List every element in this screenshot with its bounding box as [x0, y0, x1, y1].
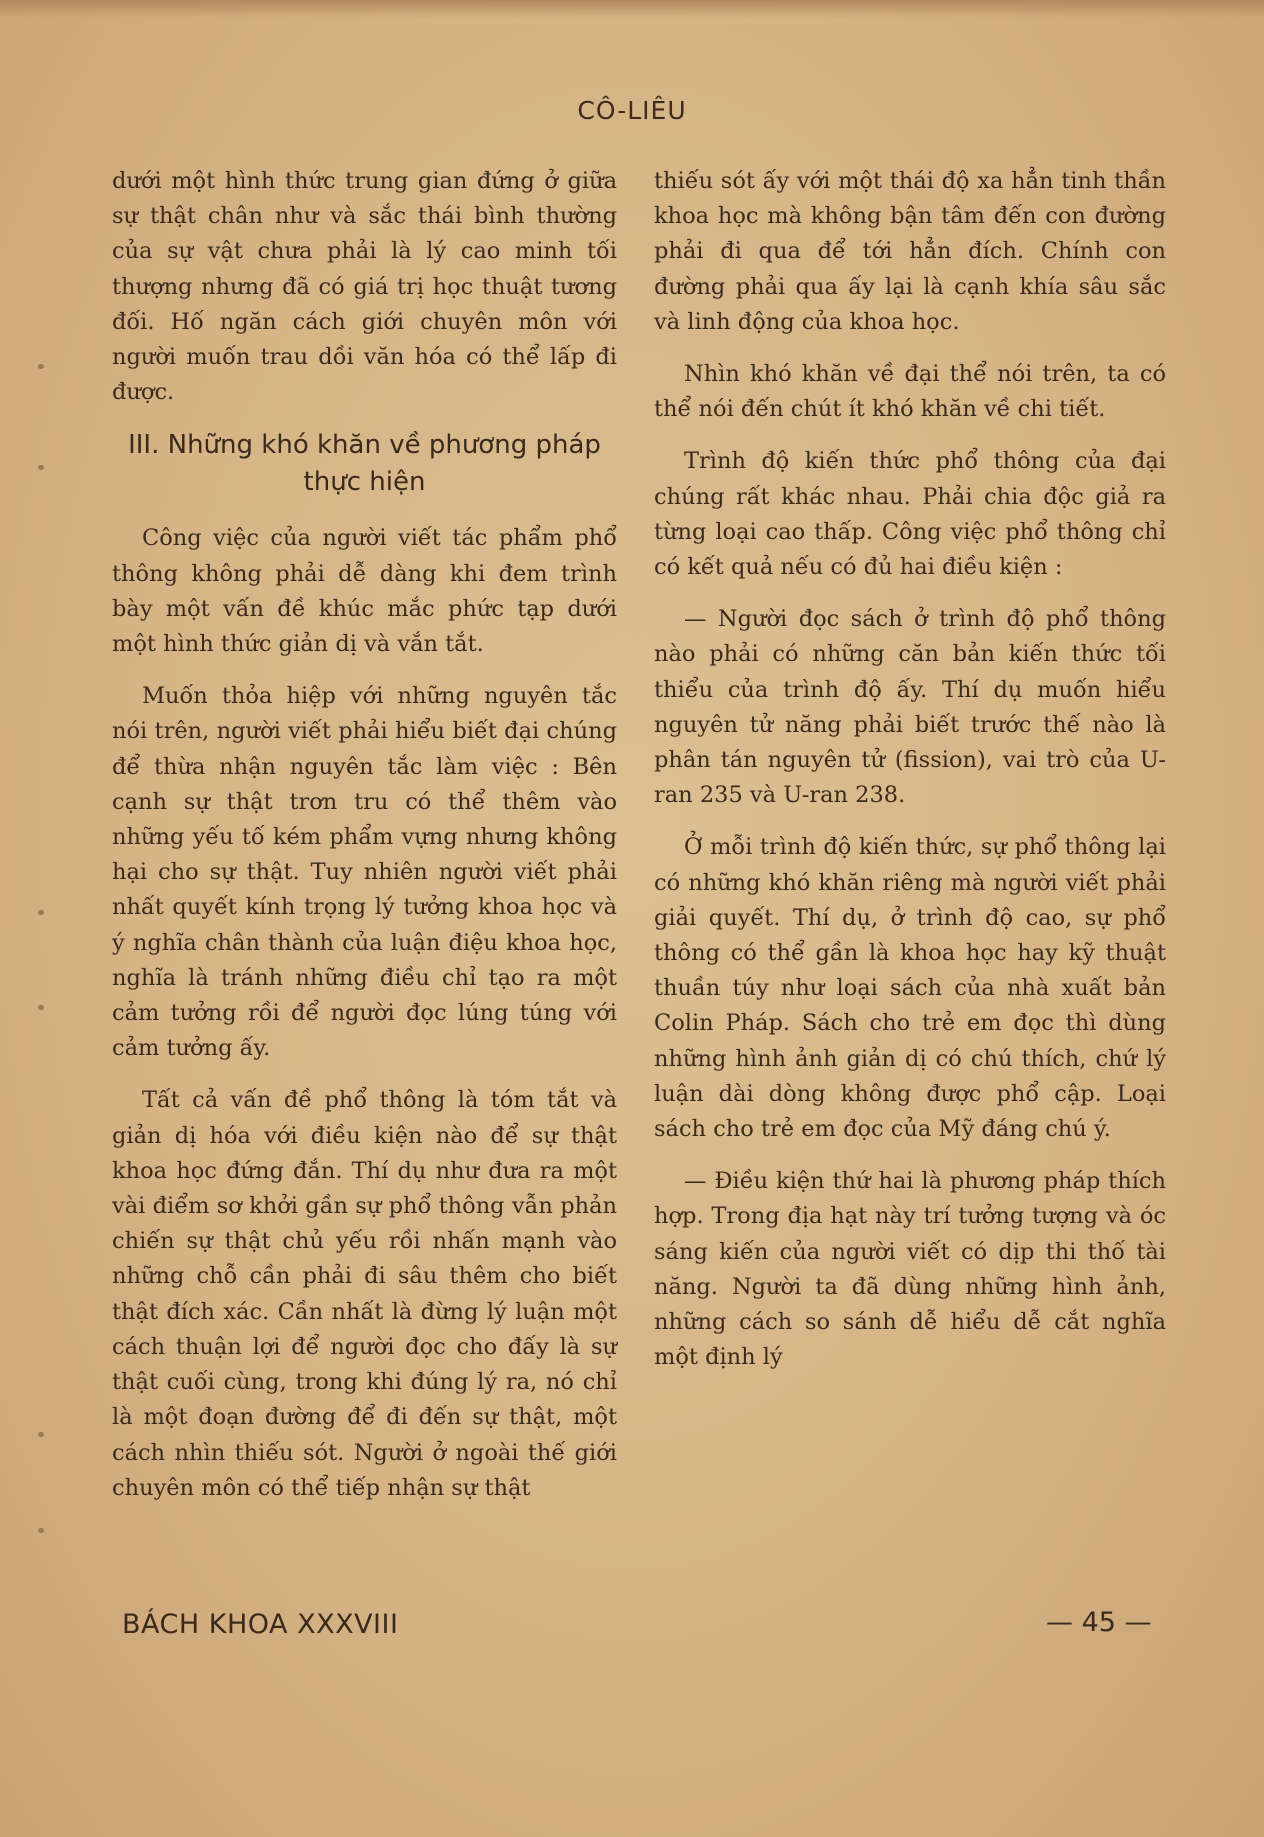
binding-hole-mark — [38, 1432, 44, 1437]
paragraph: Tất cả vấn đề phổ thông là tóm tắt và giản dị hóa với điều kiện nào để sự thật khoa học đứng đắn. Thí dụ như đưa ra một vài điểm sơ khởi gần sự phổ thông vẫn phản chiến sự thật chủ yếu rồi nhấn mạnh vào những chỗ cần phải đi sâu thêm cho biết thật đích xác. Cần nhất là đừng lý luận một cách thuận lợi để người đọc cho đấy là sự thật cuối cùng, trong khi đúng lý ra, nó chỉ là một đoạn đường để đi đến sự thật, một cách nhìn thiếu sót. Người ở ngoài thế giới chuyên môn có thể tiếp nhận sự thật — [112, 1087, 617, 1501]
paragraph: thiếu sót ấy với một thái độ xa hẳn tinh thần khoa học mà không bận tâm đến con đường phải đi qua để tới hẳn đích. Chính con đường phải qua ấy lại là cạnh khía sâu sắc và linh động của khoa học. — [654, 168, 1166, 335]
binding-hole-mark — [38, 910, 44, 915]
paragraph: Trình độ kiến thức phổ thông của đại chúng rất khác nhau. Phải chia độc giả ra từng loại cao thấp. Công việc phổ thông chỉ có kết quả nếu có đủ hai điều kiện : — [654, 448, 1166, 581]
section-heading: III. Những khó khăn về phương pháp thực hiện — [128, 430, 601, 498]
binding-hole-mark — [38, 364, 44, 369]
paragraph: — Điều kiện thứ hai là phương pháp thích hợp. Trong địa hạt này trí tưởng tượng và óc sáng kiến của người viết có dịp thi thố tài năng. Người ta đã dùng những hình ảnh, những cách so sánh dễ hiểu dễ cắt nghĩa một định lý — [654, 1168, 1166, 1371]
binding-hole-mark — [38, 465, 44, 470]
binding-hole-mark — [38, 1005, 44, 1010]
paragraph: Ở mỗi trình độ kiến thức, sự phổ thông lại có những khó khăn riêng mà người viết phải giải quyết. Thí dụ, ở trình độ cao, sự phổ thông có thể gần là khoa học hay kỹ thuật thuần túy như loại sách của nhà xuất bản Colin Pháp. Sách cho trẻ em đọc thì dùng những hình ảnh giản dị có chú thích, chứ lý luận dài dòng không được phổ cập. Loại sách cho trẻ em đọc của Mỹ đáng chú ý. — [654, 834, 1166, 1143]
publication-name: BÁCH KHOA XXXVIII — [122, 1609, 399, 1640]
running-header: CÔ-LIÊU — [577, 96, 687, 125]
page-number: — 45 — — [1046, 1607, 1152, 1638]
paragraph: Muốn thỏa hiệp với những nguyên tắc nói trên, người viết phải hiểu biết đại chúng để thừa nhận nguyên tắc làm việc : Bên cạnh sự thật trơn tru có thể thêm vào những yếu tố kém phẩm vựng nhưng không hại cho sự thật. Tuy nhiên người viết phải nhất quyết kính trọng lý tưởng khoa học và ý nghĩa chân thành của luận điệu khoa học, nghĩa là tránh những điều chỉ tạo ra một cảm tưởng rồi để người đọc lúng túng với cảm tưởng ấy. — [112, 683, 617, 1062]
paragraph: Công việc của người viết tác phẩm phổ thông không phải dễ dàng khi đem trình bày một vấn đề khúc mắc phức tạp dưới một hình thức giản dị và vắn tắt. — [112, 525, 617, 658]
paragraph: dưới một hình thức trung gian đứng ở giữa sự thật chân như và sắc thái bình thường của sự vật chưa phải là lý cao minh tối thượng nhưng đã có giá trị học thuật tương đối. Hố ngăn cách giới chuyên môn với người muốn trau dồi văn hóa có thể lấp đi được. — [112, 168, 617, 406]
paragraph: Nhìn khó khăn về đại thể nói trên, ta có thể nói đến chút ít khó khăn về chi tiết. — [654, 361, 1166, 423]
binding-hole-mark — [38, 1528, 44, 1533]
paragraph: — Người đọc sách ở trình độ phổ thông nào phải có những căn bản kiến thức tối thiểu của trình độ ấy. Thí dụ muốn hiểu nguyên tử năng phải biết trước thế nào là phân tán nguyên tử (fission), vai trò của U-ran 235 và U-ran 238. — [654, 606, 1166, 809]
left-column — [112, 164, 617, 1523]
right-column — [654, 164, 1166, 1393]
